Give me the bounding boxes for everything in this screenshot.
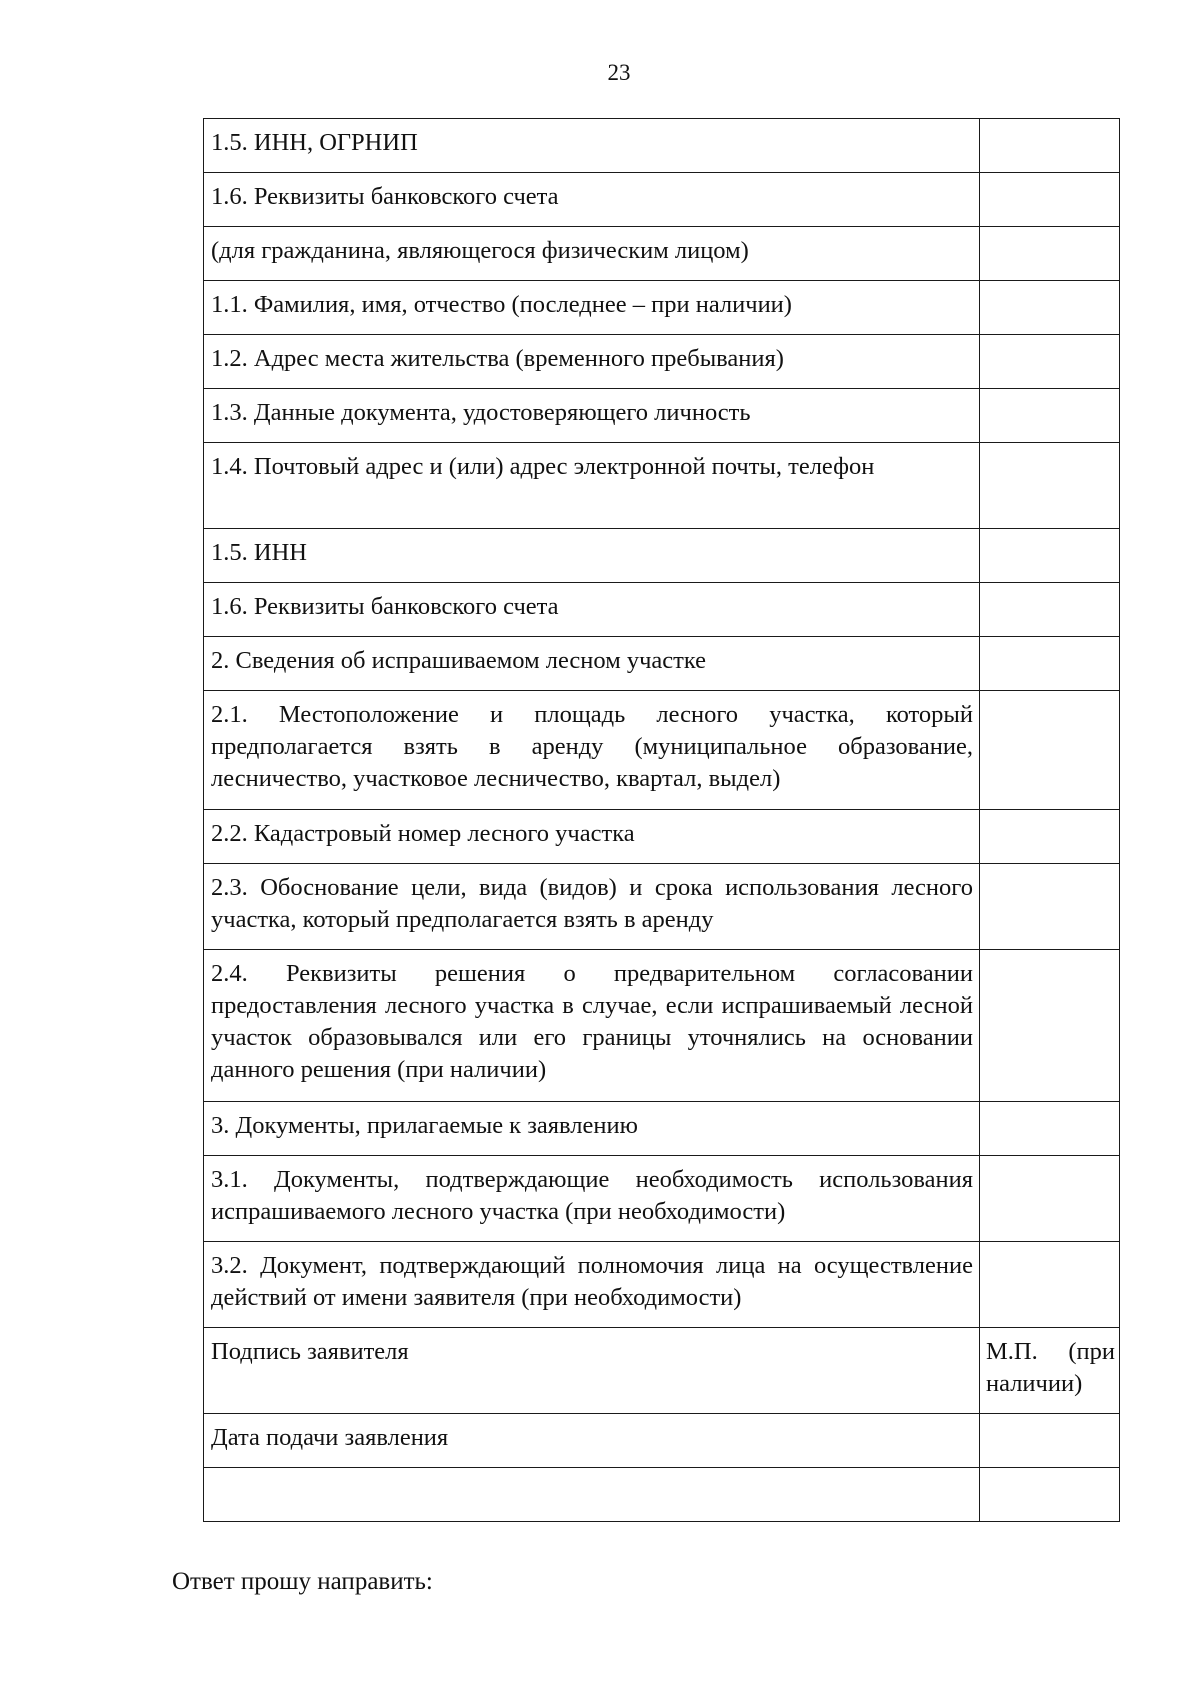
row-value <box>980 227 1120 281</box>
row-label: 2.2. Кадастровый номер лесного участка <box>204 810 980 864</box>
table-row <box>204 335 1120 389</box>
row-value <box>980 1102 1120 1156</box>
row-label: 2.3. Обоснование цели, вида (видов) и срока использования лесного участка, который предполагается взять в аренду <box>204 864 980 950</box>
row-label: 1.3. Данные документа, удостоверяющего личность <box>204 389 980 443</box>
submission-date-label: Дата подачи заявления <box>204 1414 980 1468</box>
row-label: 3.2. Документ, подтверждающий полномочия лица на осуществление действий от имени заявителя (при необходимости) <box>204 1242 980 1328</box>
row-value <box>980 583 1120 637</box>
row-label: 2.1. Местоположение и площадь лесного участка, который предполагается взять в аренду (муниципальное образование, лесничество, участковое лесничество, квартал, выдел) <box>204 691 980 810</box>
table-row <box>204 583 1120 637</box>
table-row <box>204 950 1120 1102</box>
row-value <box>980 389 1120 443</box>
row-value <box>980 335 1120 389</box>
row-label: 3. Документы, прилагаемые к заявлению <box>204 1102 980 1156</box>
row-label: (для гражданина, являющегося физическим лицом) <box>204 227 980 281</box>
table-row <box>204 1156 1120 1242</box>
table-row <box>204 810 1120 864</box>
row-value <box>980 1242 1120 1328</box>
row-value <box>980 1156 1120 1242</box>
row-label: 2.4. Реквизиты решения о предварительном согласовании предоставления лесного участка в случае, если испрашиваемый лесной участок образовывался или его границы уточнялись на основании данного решения (при наличии) <box>204 950 980 1102</box>
table-row <box>204 1468 1120 1522</box>
signature-label: Подпись заявителя <box>204 1328 980 1414</box>
row-value <box>980 691 1120 810</box>
table-row <box>204 637 1120 691</box>
table-row <box>204 864 1120 950</box>
table-row <box>204 1328 1120 1414</box>
table-row <box>204 1414 1120 1468</box>
page-number: 23 <box>607 60 631 85</box>
row-label: 1.1. Фамилия, имя, отчество (последнее – при наличии) <box>204 281 980 335</box>
response-request-text: Ответ прошу направить: <box>172 1568 433 1595</box>
row-label: 1.5. ИНН <box>204 529 980 583</box>
row-value <box>980 1468 1120 1522</box>
row-label: 2. Сведения об испрашиваемом лесном участке <box>204 637 980 691</box>
table-row <box>204 389 1120 443</box>
table-row <box>204 529 1120 583</box>
row-value <box>980 529 1120 583</box>
row-label <box>204 1468 980 1522</box>
row-value <box>980 637 1120 691</box>
row-value <box>980 281 1120 335</box>
row-value <box>980 1414 1120 1468</box>
row-value <box>980 119 1120 173</box>
table-row <box>204 443 1120 529</box>
table-row <box>204 1102 1120 1156</box>
row-value <box>980 864 1120 950</box>
row-label: 1.6. Реквизиты банковского счета <box>204 173 980 227</box>
row-label: 1.5. ИНН, ОГРНИП <box>204 119 980 173</box>
row-label: 3.1. Документы, подтверждающие необходимость использования испрашиваемого лесного участка (при необходимости) <box>204 1156 980 1242</box>
table-row <box>204 691 1120 810</box>
table-row <box>204 281 1120 335</box>
table-row <box>204 1242 1120 1328</box>
table-row <box>204 173 1120 227</box>
stamp-note: М.П. (при наличии) <box>980 1328 1120 1414</box>
table-row <box>204 119 1120 173</box>
row-value <box>980 810 1120 864</box>
row-value <box>980 950 1120 1102</box>
application-form-table <box>203 118 1120 1522</box>
row-value <box>980 173 1120 227</box>
row-label: 1.2. Адрес места жительства (временного пребывания) <box>204 335 980 389</box>
row-value <box>980 443 1120 529</box>
row-label: 1.4. Почтовый адрес и (или) адрес электронной почты, телефон <box>204 443 980 529</box>
table-row <box>204 227 1120 281</box>
row-label: 1.6. Реквизиты банковского счета <box>204 583 980 637</box>
